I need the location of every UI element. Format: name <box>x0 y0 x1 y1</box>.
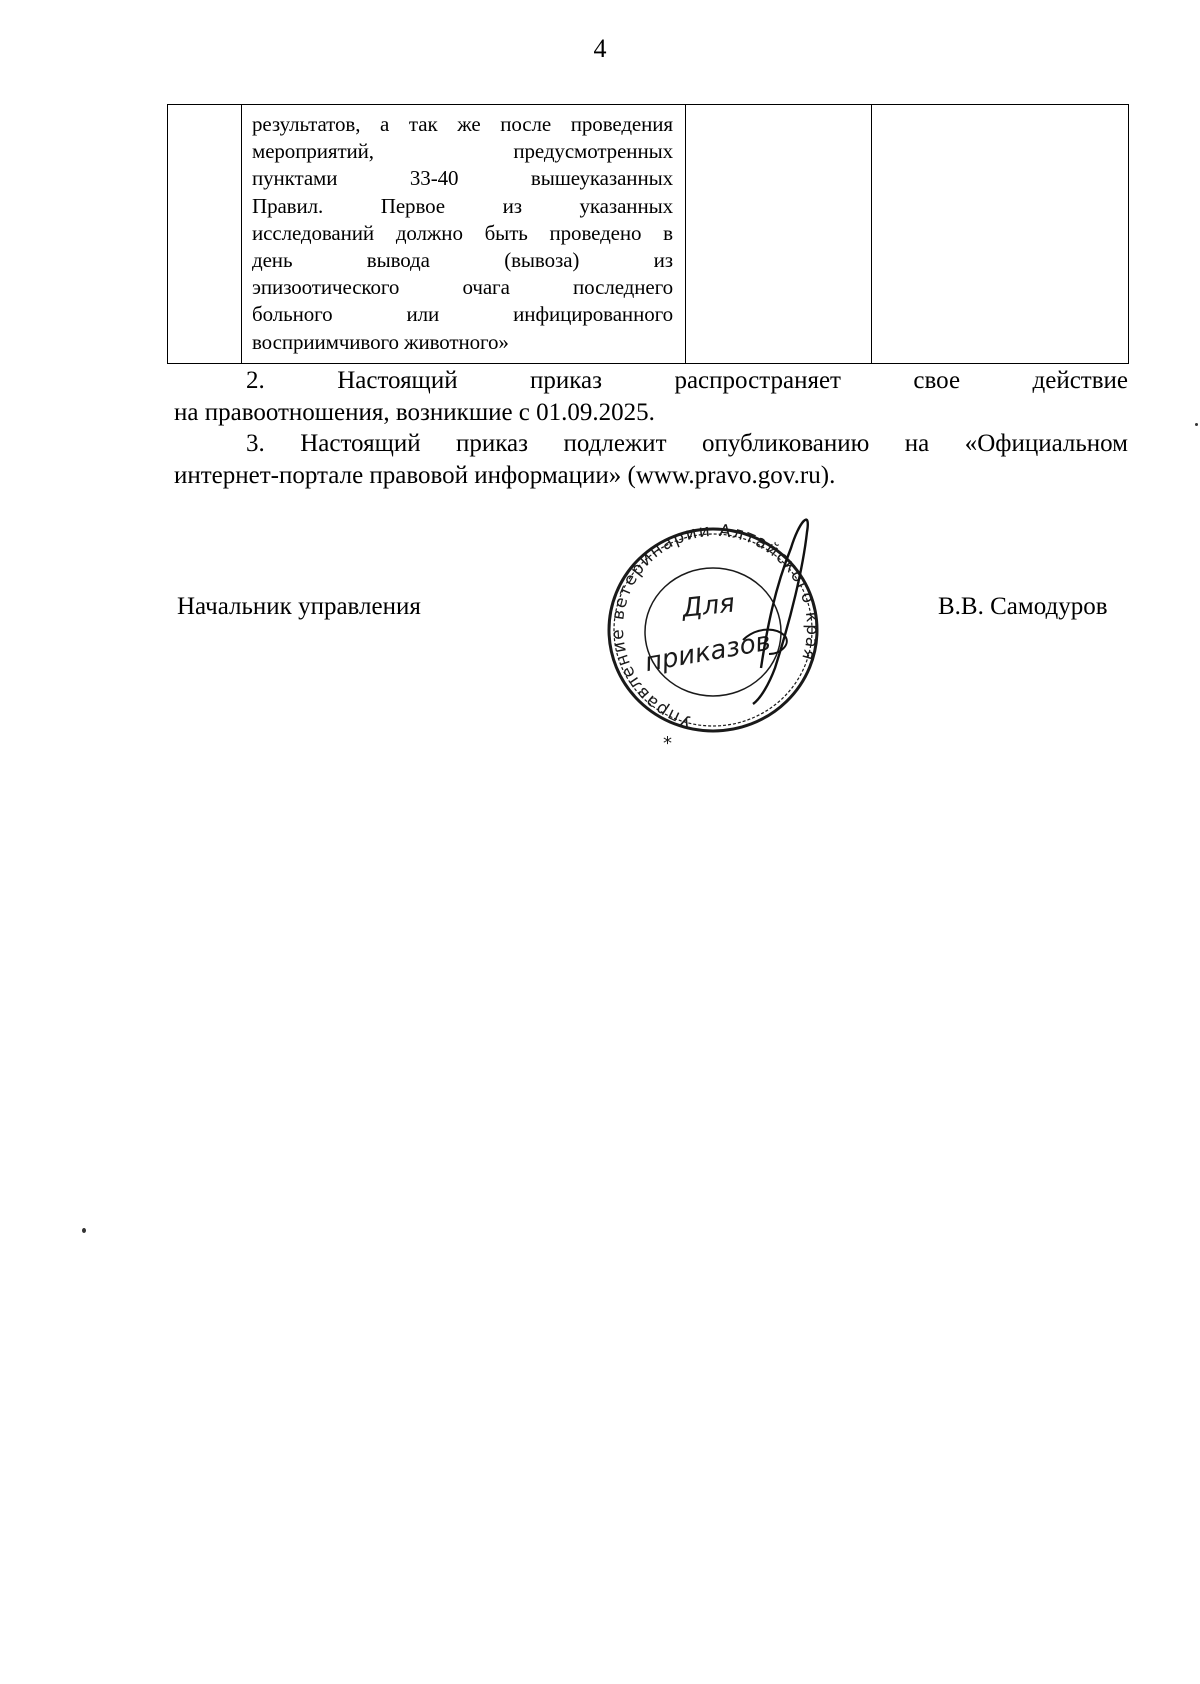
scan-speck <box>1195 423 1198 426</box>
stamp-center-line-2: приказов <box>642 626 774 679</box>
table-row <box>168 105 1129 364</box>
table-text-line: результатов, а так же после проведения <box>252 112 673 136</box>
paragraph-2 <box>174 365 1128 429</box>
paragraph-2-line-1: 2. Настоящий приказ распространяет свое действие <box>246 367 1128 394</box>
table-cell-empty <box>872 105 1129 364</box>
stamp-star-icon: * <box>663 733 672 754</box>
scan-speck <box>82 1228 86 1233</box>
table-cell-text <box>242 105 686 364</box>
stamp-center-line-1: Для <box>680 588 737 624</box>
table-cell-empty <box>686 105 872 364</box>
stamp-ring-textpath: Управление ветеринарии Алтайского края <box>607 520 823 732</box>
official-stamp <box>585 508 845 758</box>
paragraph-3-line-2: интернет-портале правовой информации» (www.pravo.gov.ru). <box>174 462 836 489</box>
table-text-line: пунктами 33-40 вышеуказанных <box>252 166 673 191</box>
continuation-table <box>167 104 1129 364</box>
table-text-line: мероприятий, предусмотренных <box>252 139 673 164</box>
table-text-line: больного или инфицированного <box>252 302 673 327</box>
table-text-line: исследований должно быть проведено в <box>252 220 673 245</box>
table-text-line: восприимчивого животного» <box>252 329 509 354</box>
table-text-line: день вывода (вывоза) из <box>252 248 673 273</box>
table-text-line: эпизоотического очага последнего <box>252 275 673 300</box>
paragraph-2-line-2: на правоотношения, возникшие с 01.09.2025. <box>174 399 655 426</box>
signatory-position: Начальник управления <box>177 593 421 620</box>
table-cell-paragraph <box>242 105 685 356</box>
table-text-line: Правил. Первое из указанных <box>252 193 673 218</box>
paragraph-3 <box>174 428 1128 492</box>
signatory-name: В.В. Самодуров <box>938 593 1108 620</box>
page-number: 4 <box>593 34 607 63</box>
paragraph-3-line-1: 3. Настоящий приказ подлежит опубликованию на «Официальном <box>246 430 1128 457</box>
table-cell-number <box>168 105 242 364</box>
